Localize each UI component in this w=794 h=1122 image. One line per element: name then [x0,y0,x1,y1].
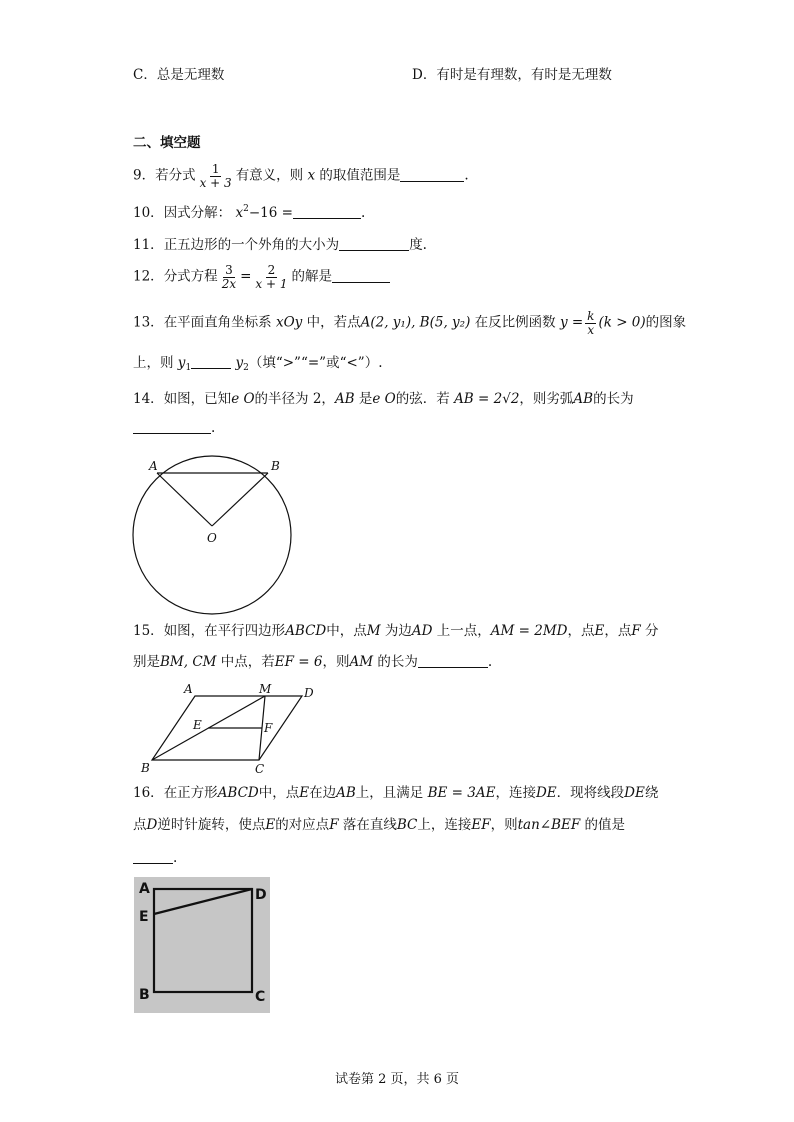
q12-r-den: x + 1 [255,276,288,291]
q14-text-d: 的弦．若 [395,391,450,407]
q16-text-e: ，连接 [495,785,536,801]
q11-number: 11． [133,237,164,253]
q13-text-a: 在平面直角坐标系 [163,314,272,331]
q9-frac-num: 1 [211,162,220,176]
q12-pre: 分式方程 [163,268,218,285]
q16-text-n: 的值是 [584,817,626,833]
question-10 [133,205,365,221]
q15-e: E [594,623,605,639]
q15-text-b: 中，点 [326,623,367,639]
q13-func-cond: (k > 0) [598,314,646,331]
q16-text-h: 点 [133,817,147,833]
q11-end: 度. [409,237,427,253]
question-16-line-3 [133,850,177,866]
q16-de: DE [535,785,557,801]
q16-square-figure [134,877,270,1013]
q10-answer-blank[interactable] [293,205,361,219]
q14-text-f: 的长为 [593,391,634,407]
q15-cond: AM = 2MD [490,623,568,639]
q16-tan: tan∠BEF [517,817,581,833]
question-16-line-2 [133,819,625,833]
question-13-line-1 [133,310,686,336]
q16-number: 16． [133,785,164,801]
label-e: E [193,718,202,732]
q14-circle-figure [130,455,300,615]
option-c: C．总是无理数 [133,67,225,83]
q14-text-b: 的半径为 2， [254,391,335,407]
q14-circle-1: e O [231,391,255,407]
q13-func-fraction [585,310,596,336]
section-title: 二、填空题 [133,135,201,151]
label-m: M [259,682,272,696]
q14-ab: AB [334,391,355,407]
q15-text-d: 上一点， [436,623,491,639]
label-a: A [149,459,158,473]
q15-text-h: 别是 [133,654,160,670]
segment-ob [212,473,268,526]
q14-answer-blank[interactable] [133,420,211,434]
label-e: E [139,909,149,925]
question-13-line-2 [133,355,382,373]
q16-d: D [146,817,158,833]
q12-post: 的解是 [291,268,332,285]
page-footer: 试卷第 2 页，共 6 页 [334,1072,460,1087]
q13-func-lhs: y = [559,314,584,331]
q15-text-a: 如图，在平行四边形 [163,623,286,639]
label-b: B [139,987,150,1003]
q15-number: 15． [133,623,164,639]
q13-text-c: 在反比例函数 [474,314,556,331]
q15-text-l: . [487,654,493,670]
q14-text-e: ，则劣弧 [519,391,574,407]
q10-expr-sup: 2 [243,204,249,214]
q13-text-b: 中，若点 [306,314,361,331]
q15-ef: EF = 6 [274,654,323,670]
q9-fraction [198,163,234,189]
q13-y1-sub: 1 [185,363,192,373]
q15-parallelogram-figure [136,680,326,780]
q13-text-d: 的图象 [645,314,687,331]
q13-y2-sub: 2 [243,363,249,373]
q15-abcd: ABCD [285,623,327,639]
q16-text-f: ．现将线段 [556,785,625,801]
q12-eq: = [240,268,252,285]
q13-xoy: xOy [275,314,303,331]
q13-text-e: 上，则 [133,355,174,371]
q15-ad: AD [411,623,433,639]
question-14-line-2 [133,420,215,436]
q16-text-l: 上，连接 [417,817,472,833]
question-15-line-1 [133,625,659,639]
q16-f: F [329,817,339,833]
q14-text-c: 是 [358,391,373,407]
question-15-line-2 [133,654,492,670]
q16-e2: E [265,817,276,833]
q9-var: x [307,167,316,184]
q11-answer-blank[interactable] [339,237,409,251]
q12-l-den: 2x [221,276,237,291]
q9-number: 9． [133,167,156,184]
q15-text-k: 的长为 [377,654,418,670]
label-c: C [255,989,266,1005]
label-b: B [141,761,150,775]
q10-end: . [360,205,366,221]
q15-text-g: 分 [645,623,659,639]
q16-text-c: 在边 [309,785,337,801]
q9-answer-blank[interactable] [400,168,464,182]
q10-expr-base: x [235,205,244,221]
q9-post: 有意义，则 [235,167,304,184]
q15-text-e: ，点 [567,623,595,639]
q15-am: AM [349,654,374,670]
q16-text-j: 的对应点 [275,817,330,833]
q16-text-i: 逆时针旋转，使点 [157,817,266,833]
question-12 [133,264,390,290]
q15-answer-blank[interactable] [418,654,488,668]
q14-arc: AB [573,391,594,407]
q9-end: . [464,167,469,184]
q10-text: 因式分解： [163,205,232,221]
q16-text-a: 在正方形 [163,785,218,801]
q15-text-f: ，点 [604,623,632,639]
q16-abcd: ABCD [217,785,259,801]
q16-text-o: . [173,850,178,866]
q16-answer-blank[interactable] [133,850,173,864]
q13-points: A(2, y₁), B(5, y₂) [360,314,471,331]
q12-left-fraction [220,264,238,290]
q14-text-a: 如图，已知 [163,391,232,407]
label-a: A [184,682,193,696]
q15-text-c: 为边 [384,623,412,639]
label-o: O [207,531,217,545]
q16-de2: DE [624,785,645,801]
q13-func-num: k [587,309,595,323]
q16-bc: BC [396,817,418,833]
q16-text-g: 绕 [644,785,659,801]
segment-oa [157,473,212,526]
q16-e: E [299,785,310,801]
q16-text-m: ，则 [490,817,518,833]
q12-answer-blank[interactable] [332,269,390,283]
q16-ab: AB [336,785,356,801]
q16-cond: BE = 3AE [427,785,496,801]
q14-circle-2: e O [372,391,396,407]
q13-y2: y [235,355,244,371]
question-11 [133,237,427,253]
q9-pre: 若分式 [155,167,196,184]
q13-number: 13． [133,314,164,331]
q12-number: 12． [133,268,164,285]
q14-number: 14． [133,391,164,407]
label-c: C [255,762,265,776]
q14-text-g: . [211,420,216,436]
q9-frac-den: x + 3 [199,175,232,190]
q12-r-num: 2 [267,263,276,277]
label-d: D [304,686,314,700]
option-d: D．有时是有理数，有时是无理数 [412,67,612,83]
q13-y1: y [177,355,186,371]
q10-number: 10． [133,205,164,221]
q16-text-k: 落在直线 [342,817,397,833]
q15-text-j: ，则 [322,654,350,670]
question-9 [133,163,469,189]
q13-answer-blank[interactable] [191,355,231,369]
q15-bmcm: BM, CM [160,654,217,670]
q10-expr-rest: −16 = [248,205,293,221]
q12-right-fraction [253,264,289,290]
label-d: D [255,887,267,903]
label-b: B [271,459,280,473]
q9-post2: 的取值范围是 [319,167,401,184]
q16-text-d: 上，且满足 [355,785,424,801]
q13-func-den: x [587,322,595,337]
question-16-line-1 [133,787,658,801]
q11-text: 正五边形的一个外角的大小为 [163,237,340,253]
q12-l-num: 3 [225,263,233,277]
label-a: A [139,881,150,897]
question-14-line-1 [133,393,634,407]
q15-f: F [631,623,641,639]
q14-eq: AB = 2√2 [454,391,520,407]
label-f: F [264,721,273,735]
q13-text-f: （填“>”“=”或“<”）. [248,355,383,371]
q15-text-i: 中点，若 [220,654,275,670]
q15-m: M [366,623,381,639]
q16-text-b: 中，点 [258,785,300,801]
q16-ef: EF [471,817,491,833]
